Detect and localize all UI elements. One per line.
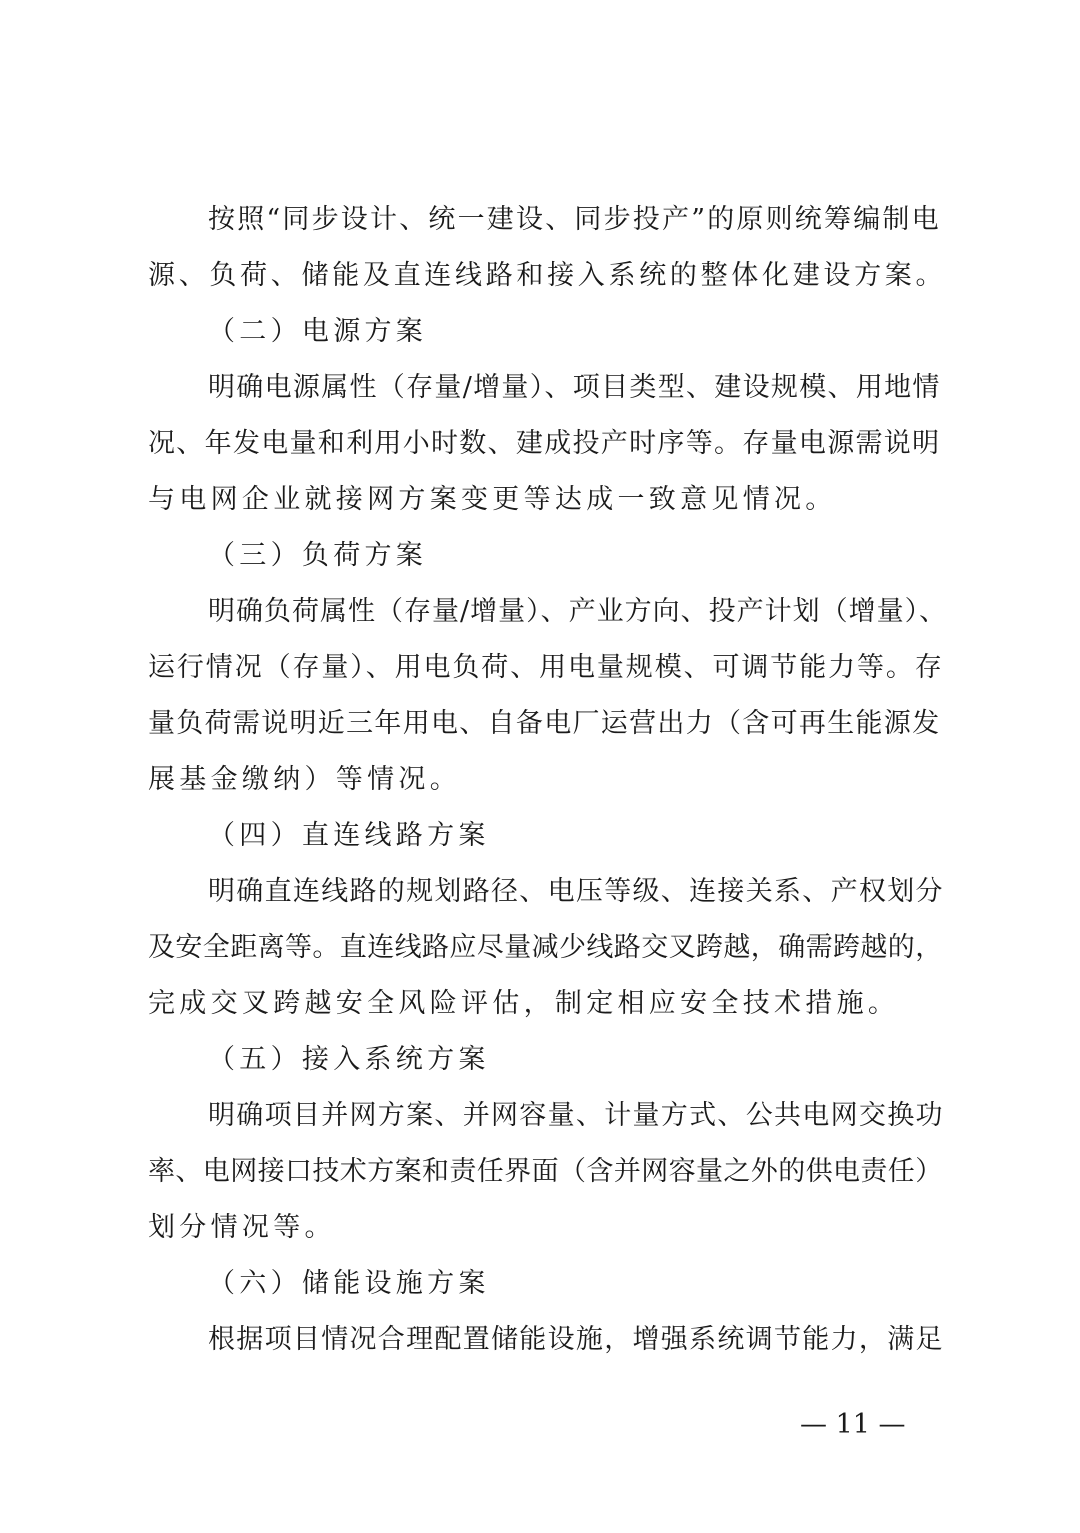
paragraph-line: 明确电源属性（存量/增量）、项目类型、建设规模、用地情 bbox=[208, 372, 941, 403]
document-body bbox=[148, 192, 948, 1368]
paragraph-line: 划分情况等。 bbox=[148, 1212, 336, 1243]
paragraph-line: 明确直连线路的规划路径、电压等级、连接关系、产权划分 bbox=[208, 876, 944, 907]
paragraph-line: 况、年发电量和利用小时数、建成投产时序等。存量电源需说明 bbox=[148, 428, 941, 459]
paragraph-line: 源、负荷、储能及直连线路和接入系统的整体化建设方案。 bbox=[148, 260, 947, 291]
section-heading-grid-access: （五）接入系统方案 bbox=[208, 1044, 490, 1075]
paragraph-line: 明确负荷属性（存量/增量）、产业方向、投产计划（增量）、 bbox=[208, 596, 948, 627]
paragraph-line: 按照“同步设计、统一建设、同步投产”的原则统筹编制电 bbox=[208, 204, 941, 235]
paragraph-line: 与电网企业就接网方案变更等达成一致意见情况。 bbox=[148, 484, 837, 515]
paragraph-line: 率、电网接口技术方案和责任界面（含并网容量之外的供电责任） bbox=[148, 1156, 943, 1187]
page-number: — 11 — bbox=[800, 1409, 906, 1440]
paragraph-line: 及安全距离等。直连线路应尽量减少线路交叉跨越，确需跨越的， bbox=[148, 932, 943, 963]
paragraph-line: 量负荷需说明近三年用电、自备电厂运营出力（含可再生能源发 bbox=[148, 708, 941, 739]
paragraph-line: 运行情况（存量）、用电负荷、用电量规模、可调节能力等。存 bbox=[148, 652, 944, 683]
paragraph-line: 展基金缴纳）等情况。 bbox=[148, 764, 461, 795]
section-heading-power-source: （二）电源方案 bbox=[208, 316, 428, 347]
paragraph-line: 完成交叉跨越安全风险评估，制定相应安全技术措施。 bbox=[148, 988, 900, 1019]
paragraph-line: 明确项目并网方案、并网容量、计量方式、公共电网交换功 bbox=[208, 1100, 944, 1131]
section-heading-storage: （六）储能设施方案 bbox=[208, 1268, 490, 1299]
section-heading-direct-line: （四）直连线路方案 bbox=[208, 820, 490, 851]
section-heading-load: （三）负荷方案 bbox=[208, 540, 428, 571]
paragraph-line: 根据项目情况合理配置储能设施，增强系统调节能力，满足 bbox=[208, 1324, 944, 1355]
